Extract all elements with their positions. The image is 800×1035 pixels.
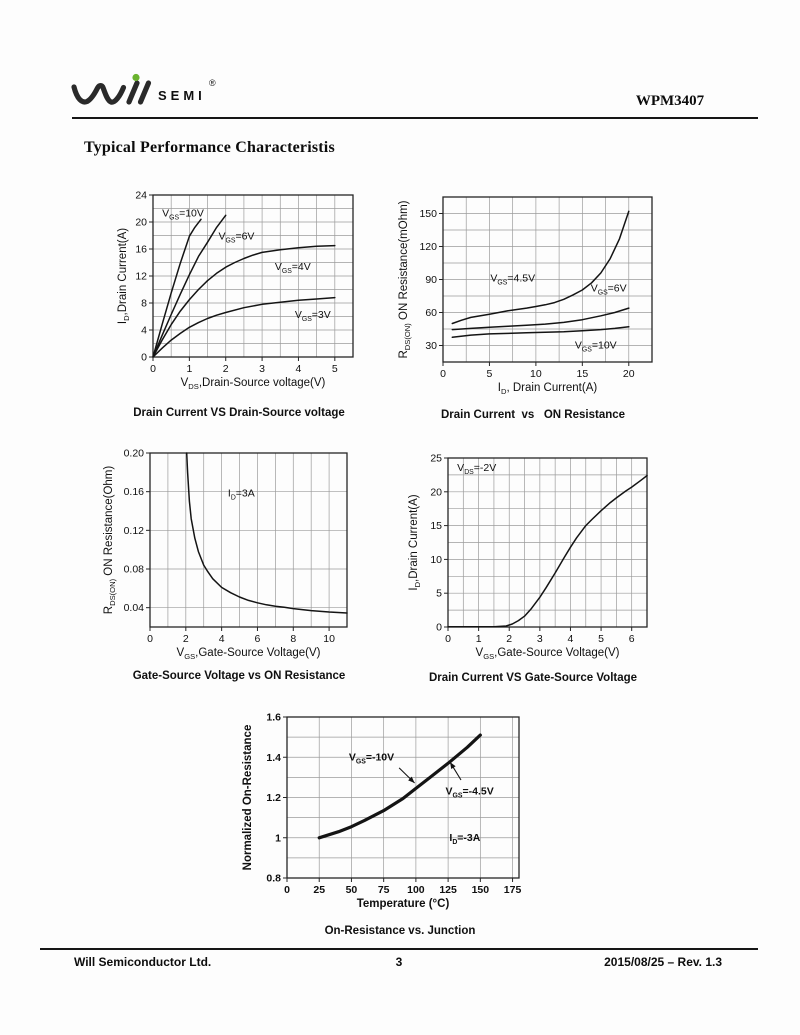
svg-text:4: 4 bbox=[567, 633, 574, 645]
svg-text:0.04: 0.04 bbox=[123, 602, 144, 615]
svg-text:2: 2 bbox=[222, 363, 229, 375]
chart-id-vs-vds bbox=[98, 186, 380, 401]
svg-text:1.2: 1.2 bbox=[266, 792, 281, 804]
svg-text:1.4: 1.4 bbox=[266, 751, 281, 764]
svg-text:150: 150 bbox=[419, 208, 437, 220]
svg-text:VGS=3V: $V_{GS}=3V$ bbox=[294, 308, 331, 323]
svg-text:ID,Drain Current(A): $I_D,Drain$ Current(A) bbox=[408, 494, 422, 591]
will-logo-mark bbox=[74, 83, 149, 102]
svg-text:3: 3 bbox=[259, 363, 266, 375]
logo-semi-text: SEMI bbox=[158, 88, 206, 103]
svg-text:8: 8 bbox=[290, 633, 297, 645]
svg-text:0: 0 bbox=[436, 621, 442, 634]
svg-text:ID=-3A: $I_D=-3A$ bbox=[449, 831, 481, 846]
footer-revision: 2015/08/25 – Rev. 1.3 bbox=[604, 955, 722, 969]
logo-dot bbox=[132, 74, 139, 81]
svg-text:20: 20 bbox=[622, 368, 635, 380]
footer-company: Will Semiconductor Ltd. bbox=[74, 955, 212, 969]
svg-text:4: 4 bbox=[295, 363, 302, 375]
svg-text:2: 2 bbox=[506, 633, 513, 645]
registered-mark: ® bbox=[209, 78, 216, 88]
svg-text:VGS,Gate-Source Voltage(V): $V_{GS},Gate$-Source Voltage(V) bbox=[176, 647, 321, 661]
svg-text:50: 50 bbox=[345, 884, 358, 896]
svg-text:VGS,Gate-Source Voltage(V): $V_{GS},Gate$-Source Voltage(V) bbox=[475, 647, 620, 661]
footer-rule bbox=[40, 948, 758, 950]
svg-text:20: 20 bbox=[135, 216, 147, 229]
svg-text:3: 3 bbox=[536, 633, 543, 645]
svg-text:75: 75 bbox=[377, 884, 390, 896]
svg-text:4: 4 bbox=[218, 633, 225, 645]
chart-caption-rds-vs-vgs: Gate-Source Voltage vs ON Resistance bbox=[132, 670, 346, 682]
chart-caption-rds-vs-temp: On-Resistance vs. Junction bbox=[324, 925, 476, 937]
svg-text:5: 5 bbox=[598, 633, 604, 645]
svg-text:90: 90 bbox=[425, 274, 437, 286]
svg-text:0: 0 bbox=[150, 363, 156, 375]
part-number: WPM3407 bbox=[635, 93, 705, 109]
svg-text:0.12: 0.12 bbox=[123, 524, 144, 537]
svg-text:RDS(ON) ON Resistance(mOhm): $R_{DS(ON)}$ ON Resistance(mOhm) bbox=[398, 200, 412, 359]
svg-text:15: 15 bbox=[576, 368, 589, 380]
page-title: Typical Performance Characteristis bbox=[84, 139, 335, 156]
svg-text:10: 10 bbox=[430, 553, 442, 566]
svg-text:ID,Drain Current(A): $I_D,Drain$ Current(A) bbox=[117, 227, 131, 325]
svg-text:VGS=4.5V: $V_{GS}=4.5V$ bbox=[490, 272, 536, 287]
svg-text:1.6: 1.6 bbox=[266, 711, 281, 724]
svg-text:150: 150 bbox=[471, 884, 490, 896]
svg-text:0: 0 bbox=[284, 884, 290, 896]
svg-text:1: 1 bbox=[186, 363, 193, 375]
svg-text:RDS(ON) ON Resistance(Ohm): $R_{DS(ON)}$ ON Resistance(Ohm) bbox=[103, 465, 117, 615]
svg-text:8: 8 bbox=[141, 297, 147, 310]
svg-text:5: 5 bbox=[436, 587, 442, 600]
svg-text:0: 0 bbox=[147, 633, 153, 645]
svg-text:6: 6 bbox=[254, 633, 261, 645]
brand-logo bbox=[70, 72, 230, 116]
svg-text:0: 0 bbox=[445, 633, 451, 645]
svg-text:15: 15 bbox=[430, 520, 442, 533]
svg-text:VDS,Drain-Source voltage(V): $V_{DS},Drain$-Source voltage(V) bbox=[180, 377, 326, 391]
svg-text:10: 10 bbox=[323, 633, 335, 645]
svg-text:60: 60 bbox=[425, 307, 437, 319]
svg-text:25: 25 bbox=[313, 884, 326, 896]
svg-text:0.20: 0.20 bbox=[123, 447, 144, 460]
svg-text:VGS=6V: $V_{GS}=6V$ bbox=[590, 282, 627, 297]
svg-text:10: 10 bbox=[530, 368, 542, 380]
svg-text:0.8: 0.8 bbox=[266, 872, 281, 885]
svg-text:VGS=-4.5V: $V_{GS}=-4.5V$ bbox=[445, 785, 494, 800]
chart-rds-vs-id bbox=[388, 186, 678, 401]
svg-text:4: 4 bbox=[141, 324, 147, 337]
svg-text:20: 20 bbox=[430, 486, 442, 499]
footer-page-number: 3 bbox=[395, 955, 403, 969]
chart-id-vs-vgs bbox=[388, 444, 678, 666]
svg-text:VGS=10V: $V_{GS}=10V$ bbox=[162, 207, 204, 222]
svg-text:VGS=-10V: $V_{GS}=-10V$ bbox=[348, 751, 395, 766]
svg-text:VGS=4V: $V_{GS}=4V$ bbox=[274, 260, 311, 275]
svg-text:0: 0 bbox=[440, 368, 446, 380]
chart-rds-vs-temp bbox=[230, 702, 570, 922]
chart-caption-id-vs-vds: Drain Current VS Drain-Source voltage bbox=[133, 407, 345, 419]
svg-text:5: 5 bbox=[486, 368, 493, 380]
svg-text:5: 5 bbox=[331, 363, 338, 375]
svg-text:2: 2 bbox=[182, 633, 189, 645]
svg-text:1: 1 bbox=[275, 832, 281, 845]
svg-text:30: 30 bbox=[425, 340, 437, 352]
svg-text:16: 16 bbox=[135, 243, 147, 256]
svg-text:ID, Drain Current(A): $I_D$, Drain Current(A) bbox=[497, 382, 598, 396]
svg-text:125: 125 bbox=[439, 884, 457, 896]
svg-text:6: 6 bbox=[628, 633, 635, 645]
svg-text:Normalized On-Resistance: Normalized On-Resistance bbox=[242, 724, 254, 871]
svg-text:VGS=6V: $V_{GS}=6V$ bbox=[218, 230, 255, 245]
svg-text:0.08: 0.08 bbox=[123, 563, 144, 576]
header-rule bbox=[72, 117, 758, 119]
svg-text:VGS=10V: $V_{GS}=10V$ bbox=[574, 339, 617, 354]
svg-text:100: 100 bbox=[407, 884, 425, 896]
svg-text:24: 24 bbox=[135, 189, 147, 202]
chart-caption-rds-vs-id: Drain Current vs ON Resistance bbox=[440, 409, 626, 421]
svg-text:120: 120 bbox=[419, 241, 437, 253]
chart-rds-vs-vgs bbox=[98, 444, 380, 666]
svg-text:VDS=-2V: $V_{DS}=-2V$ bbox=[457, 461, 497, 476]
svg-text:ID=3A: $I_D=3A$ bbox=[227, 487, 255, 502]
svg-text:0.16: 0.16 bbox=[123, 486, 144, 499]
svg-text:Temperature (°C): Temperature (°C) bbox=[356, 898, 450, 910]
svg-text:25: 25 bbox=[430, 452, 442, 465]
svg-text:12: 12 bbox=[135, 270, 147, 283]
svg-text:175: 175 bbox=[503, 884, 522, 896]
svg-text:1: 1 bbox=[475, 633, 482, 645]
svg-text:0: 0 bbox=[141, 351, 147, 364]
chart-caption-id-vs-vgs: Drain Current VS Gate-Source Voltage bbox=[428, 672, 638, 684]
